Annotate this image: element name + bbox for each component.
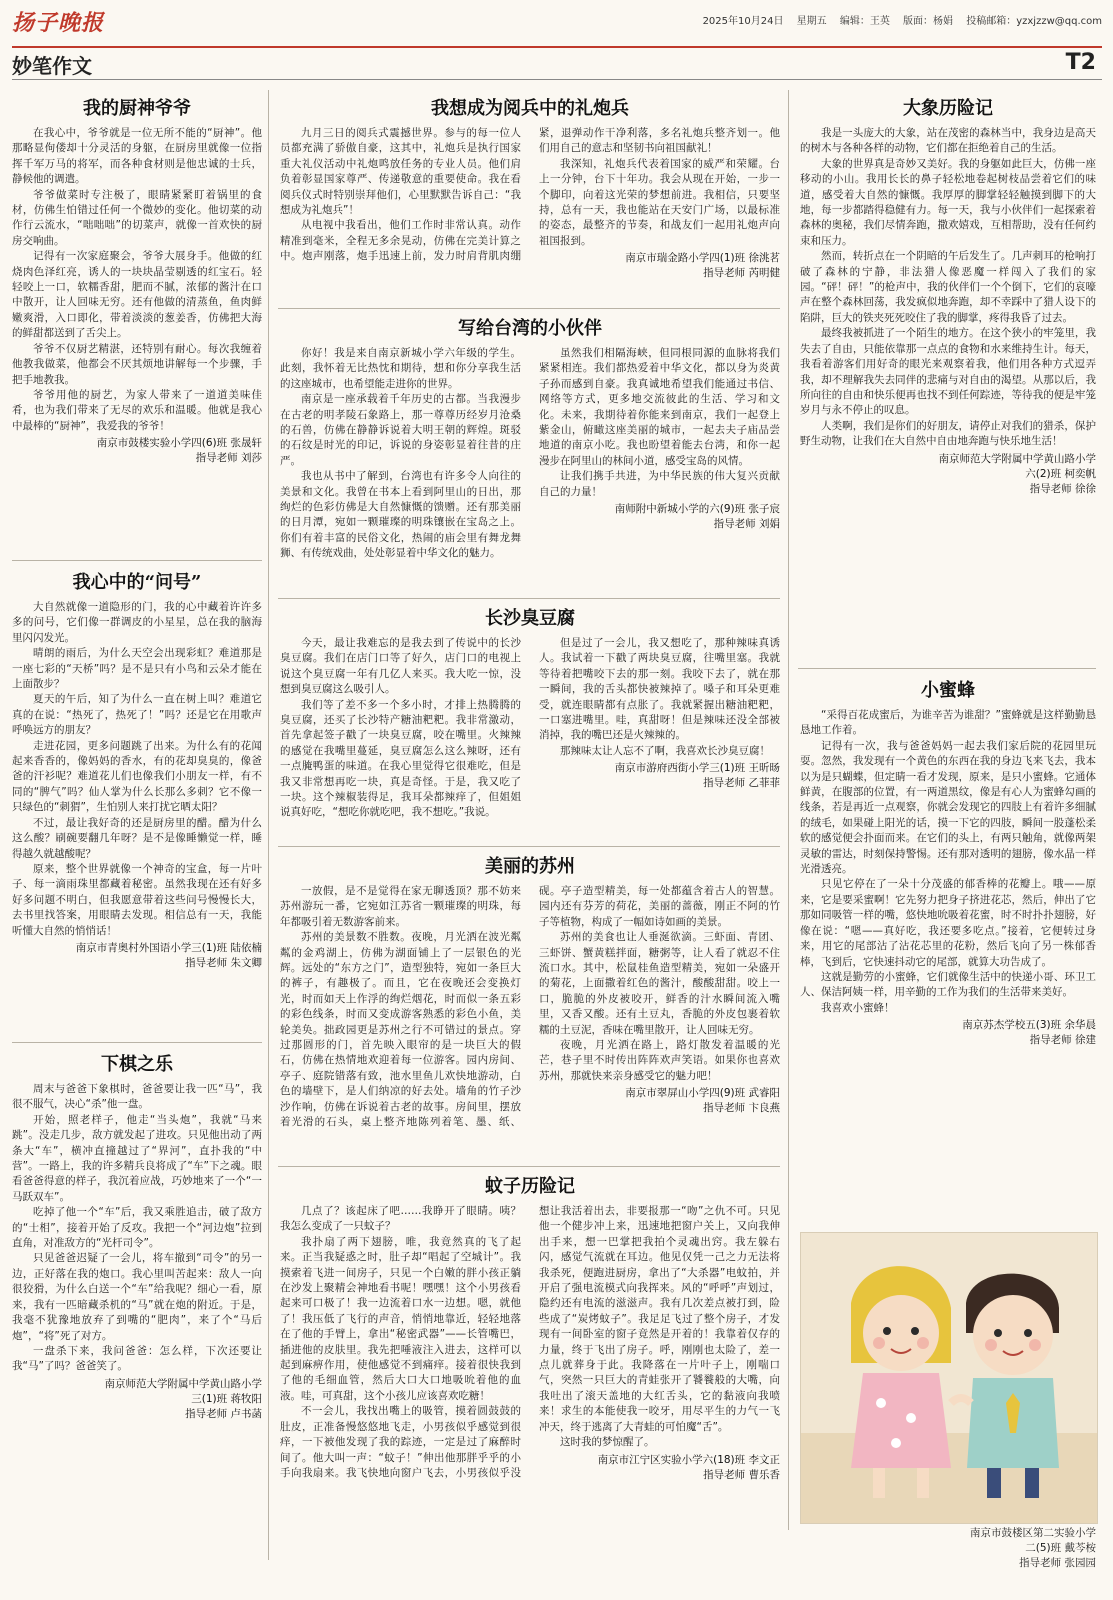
paragraph: 这就是勤劳的小蜜蜂，它们就像生活中的快递小哥、环卫工人、保洁阿姨一样，用辛勤的工作为我们的生活带来美好。 (800, 970, 1096, 999)
paragraph: 爷爷做菜时专注极了，眼睛紧紧盯着锅里的食材，仿佛生怕错过任何一个微妙的变化。他切菜的动作行云流水，“咄咄咄”的切菜声，就像一首欢快的厨房交响曲。 (12, 188, 262, 247)
article-columns (280, 126, 780, 281)
article-body (800, 708, 1096, 1016)
paragraph: 我也从书中了解到，台湾也有许多令人向往的美景和文化。我曾在书本上看到阿里山的日出，那绚烂的色彩仿佛是大自然慷慨的馈赠。还有那美丽的日月潭，宛如一颗璀璨的明珠镶嵌在宝岛之上。你们有着丰富的民俗文化，热闹的庙会里有舞龙舞狮、有传统戏曲，处处彰显着中华文化的魅力。 (280, 470, 521, 560)
article-columns (280, 884, 780, 1131)
article-byline (539, 761, 780, 791)
teacher-line: 指导老师 刘娟 (713, 518, 780, 531)
article-byline (12, 1377, 262, 1422)
paragraph: 大自然就像一道隐形的门，我的心中藏着许许多多的问号，它们像一群调皮的小星星，总在我的脑海里闪闪发光。 (12, 601, 262, 644)
issue-date: 2025年10月24日 (702, 16, 784, 27)
author-line: 南京市瑞金路小学四(1)班 徐洮茗 (625, 252, 780, 265)
paragraph: 几点了？该起床了吧……我睁开了眼睛。咦？我怎么变成了一只蚊子？ (280, 1205, 521, 1233)
column-divider-left (268, 90, 269, 1560)
teacher-line: 指导老师 徐建 (1029, 1034, 1096, 1047)
layout-credit: 版面：杨娟 (903, 16, 954, 27)
paragraph: 走进花园，更多问题跳了出来。为什么有的花闻起来香香的，像妈妈的香水，有的花却臭臭的，像爸爸的汗衫呢？难道花儿们也像我们小朋友一样，有不同的“脾气”吗？仙人掌为什么长那么多刺？它不像一只绿色的“刺猬”，生怕别人来打扰它晒太阳？ (12, 739, 262, 814)
paragraph: 我们等了差不多一个多小时，才排上热腾腾的臭豆腐，还买了长沙特产糖油粑粑。我非常激动，首先拿起签子戳了一块臭豆腐，咬在嘴里。火辣辣的感觉在我嘴里蔓延，臭豆腐怎么这么辣呀，还有一点腌鸭蛋的味道。在我心里觉得它很难吃，但是我又非常想再吃一块，真是奇怪。于是，我又吃了一块。这个辣椒装得足，我耳朵都辣痒了，但姐姐说真好吃，“想吃你就吃吧，我不想吃。”我说。 (280, 698, 521, 819)
teacher-line: 指导老师 徐徐 (1029, 482, 1096, 495)
page-number: T2 (1065, 50, 1096, 75)
paragraph: 周末与爸爸下象棋时，爸爸要让我一匹“马”，我很不服气，决心“杀”他一盘。 (12, 1083, 262, 1111)
article-taiwan-friend (280, 314, 780, 594)
paragraph: 但是过了一会儿，我又想吃了，那种辣味真诱人。我试着一下戳了两块臭豆腐，往嘴里塞。我就等待着把嘴咬下去的那一刻。我咬下去了，就在那一瞬间，我的舌头都快被辣掉了。嗓子和耳朵更难受，就连眼睛都有点胀了。我就紧握出糖油粑粑，一口塞进嘴里。哇，真甜呀！但是辣味还没全部被消掉，我的嘴巴还是火辣辣的。 (539, 637, 780, 742)
author-line: 南京市江宁区实验小学六(18)班 李文正 (597, 1453, 780, 1466)
paragraph: 虽然我们相隔海峡，但同根同源的血脉将我们紧紧相连。我们都热爱着中华文化，都以身为炎黄子孙而感到自豪。我真诚地希望我们能通过书信、网络等方式，更多地交流彼此的生活、学习和文化。未来，我期待着你能来到南京，我们一起登上紫金山，俯瞰这座美丽的城市，一起去夫子庙品尝地道的南京小吃。我也盼望着能去台湾，和你一起漫步在阿里山的林间小道，感受宝岛的风情。 (539, 347, 780, 467)
paragraph: 我深知，礼炮兵代表着国家的威严和荣耀。台上一分钟，台下十年功。我会从现在开始，一步一个脚印，向着这光荣的梦想前进。我相信，只要坚持，总有一天，我也能站在天安门广场，以最标准的姿态，最整齐的节奏，和战友们一起用礼炮声向祖国报到。 (539, 157, 780, 247)
article-salute-gunner (280, 94, 780, 304)
article-title: 美丽的苏州 (485, 856, 575, 877)
article-chef-grandpa (12, 94, 262, 556)
paragraph: 记得有一次家庭聚会，爷爷大展身手。他做的红烧肉色泽红亮，诱人的一块块晶莹剔透的红宝石。轻轻咬上一口，软糯香甜，肥而不腻，浓郁的酱汁在口中散开，让人回味无穷。还有他做的清蒸鱼，鱼肉鲜嫩爽滑，入口即化，带着淡淡的葱姜香，仿佛把大海的鲜甜都送到了舌尖上。 (12, 250, 262, 340)
article-bee (800, 676, 1096, 1228)
paragraph: 吃掉了他一个“车”后，我又乘胜追击，破了敌方的“士相”，接着开始了反攻。我把一个“河边炮”拉到直角，对准敌方的“光杆司令”。 (12, 1206, 262, 1250)
article-title: 小蜜蜂 (921, 680, 975, 701)
article-elephant (800, 94, 1096, 664)
teacher-line: 指导老师 朱文卿 (185, 956, 262, 969)
paragraph: 一放假，是不是觉得在家无聊透顶？那不妨来苏州游玩一番，它宛如江苏省一颗璀璨的明珠，每年都吸引着无数游客前来。 (280, 885, 521, 928)
paragraph: 我是一头庞大的大象，站在茂密的森林当中，我身边是高天的树木与各种各样的动物，它们都在拒绝着自己的生活。 (800, 127, 1096, 155)
paragraph: 让我们携手共进，为中华民族的伟大复兴贡献自己的力量！ (539, 470, 780, 498)
article-byline (800, 452, 1096, 497)
drawing-caption (800, 1526, 1096, 1571)
editor-credit: 编辑：王英 (839, 16, 890, 27)
child-drawing (800, 1232, 1098, 1524)
article-title: 写给台湾的小伙伴 (458, 318, 602, 339)
article-body (12, 1082, 262, 1375)
paragraph: 爷爷不仅厨艺精湛，还特别有耐心。每次我缠着他教我做菜，他都会不厌其烦地讲解每一个步骤，手把手地教我。 (12, 342, 262, 386)
paragraph: 晴朗的雨后，为什么天空会出现彩虹？难道那是一座七彩的“天桥”吗？是不是只有小鸟和云朵才能在上面散步？ (12, 647, 262, 691)
paragraph: 开始，照老样子，他走“当头炮”，我就“马来跳”。没走几步，敌方就发起了进攻。只见他出动了两条大“车”，横冲直撞越过了“界河”，直扑我的“中营”。一路上，我的许多精兵良将成了“车”下之魂。眼看爸爸得意的样子，我沉着应战，巧妙地来了一个“一马跃双车”。 (12, 1113, 262, 1203)
article-columns (280, 1204, 780, 1483)
paragraph: 我扑扇了两下翅膀，唯，我竟然真的飞了起来。正当我疑惑之时，肚子却“唱起了空城计”。我摸索着飞进一间房子，只见一个白嫩的胖小孩正躺在沙发上聚精会神地看书呢！嘿嘿！这个小男孩看起来可口极了！我一边流着口水一边想。嗯，就他了！我压低了飞行的声音，悄悄地靠近，轻轻地落在了他的手臂上，拿出“秘密武器”——长管嘴巴，插进他的皮肤里。我先把唾液注入进去，这样可以起到麻痹作用，使他感觉不到痛痒。接着很快我到了他的毛细血管，然后大口大口地吸吮着他的血液。哇，可真甜，这个小孩儿应该喜欢吃糖！ (280, 1235, 521, 1402)
paragraph: 最终我被抓进了一个陌生的地方。在这个狭小的牢笼里，我失去了自由，只能依靠那一点点的食物和水来维持生计。每天，我看着游客们用好奇的眼光来观察着我，他们用各种方式逗弄我，却不理解我失去同伴的悲痛与对自由的渴望。从那以后，我所向往的自由和快乐便再也找不到任何踪迹，等待我的便是牢笼岁月与永不停止的叹息。 (800, 327, 1096, 417)
paragraph: 从电视中我看出，他们工作时非常认真。动作精准到毫米，全程无多余晃动，仿佛在完美计算之中。炮声刚落，炮手迅速上前，发力时肩背肌肉绷紧，退弹动作干净利落，多名礼炮兵整齐划一。他们用自己的意志和坚韧书向祖国献礼！ (280, 127, 780, 263)
article-byline (539, 251, 780, 281)
article-title: 大象历险记 (903, 98, 993, 119)
article-byline (539, 1453, 780, 1483)
paragraph: 我喜欢小蜜蜂！ (821, 1001, 895, 1014)
teacher-line: 指导老师 刘莎 (195, 452, 262, 465)
author-line: 南京苏杰学校五(3)班 余华晨 (962, 1019, 1096, 1032)
paragraph: 人类啊，我们是你们的好朋友，请停止对我们的猎杀，保护野生动物，让我们在大自然中自由地奔跑与快乐地生活！ (800, 419, 1096, 448)
author-line: 南京市游府西街小学三(1)班 王昕旸 (614, 762, 780, 775)
paragraph: 那辣味太让人忘不了啊，我喜欢长沙臭豆腐！ (560, 744, 770, 757)
article-byline (12, 436, 262, 466)
paragraph: 不过，最让我好奇的还是厨房里的醋。醋为什么这么酸？刷碗要翻几年呀？是不是像睡懒觉一样，睡得越久就越酸呢？ (12, 816, 262, 860)
article-mosquito (280, 1172, 780, 1572)
header-underline (12, 79, 1102, 80)
masthead (12, 6, 1102, 78)
divider (798, 668, 1096, 669)
article-byline (12, 941, 262, 971)
paragraph: 不一会儿，我找出嘴上的吸管，摸着圆鼓鼓的肚皮，正准备慢悠悠地飞走，小男孩似乎感觉到很痒，一下被他发现了我的踪迹，一定是过了麻醉时间了。他大叫一声：“蚊子！”伸出他那胖乎乎的小手向我扇来。我飞快地向窗户飞去，小男孩似乎没想让我活着出去，非要报那一“吻”之仇不可。只见他一个健步冲上来，迅速地把窗户关上，又向我伸出手来，想一巴掌把我拍个灵魂出窍。我左躲右闪，感觉气流就在耳边。他见仅凭一己之力无法将我杀死，便跑进厨房，拿出了“大杀器”电蚊拍，并开启了强电流模式向我挥来。风的“呼呼”声划过，隐约还有电流的滋滋声。我有几次差点被打到，险些成了“炭烤蚊子”。我足足飞过了整个房子，才发现有一间卧室的窗子竟然是开着的！我靠着仅存的力量，终于飞出了房子。呼，刚刚也太险了，差一点儿就葬身于此。我降落在一片叶子上，刚喘口气，突然一只巨大的青蛙张开了饕餮般的大嘴，向我吐出了滚天盖地的大红舌头，它的黏液向我喷来！求生的本能使我一咬牙，用尽平生的力气一飞冲天，终于逃离了大青蛙的可怕魔“舌”。 (280, 1205, 780, 1479)
author-line: 南京师范大学附属中学黄山路小学 (104, 1377, 262, 1390)
paragraph: 夜晚，月光洒在路上，路灯散发着温暖的光芒，巷子里不时传出阵阵欢声笑语。如果你也喜欢苏州，那就快来亲身感受它的魅力吧！ (539, 1039, 780, 1082)
paragraph: 这时我的梦惊醒了。 (560, 1436, 655, 1449)
divider (278, 846, 780, 847)
paragraph: 苏州的美景数不胜数。夜晚，月光洒在波光粼粼的金鸡湖上，仿佛为湖面铺上了一层银色的光辉。远处的“东方之门”，造型独特，宛如一条巨大的裤子，有趣极了。而且，它在夜晚还会变换灯光，时而如天上作浮的绚烂烟花，时而似一条五彩的彩色线条，时而又变成游客熟悉的彩色小鱼，美轮美奂。拙政园更是苏州之行不可错过的景点。穿过那圆形的门，首先映入眼帘的是一块巨大的假石，仿佛在热情地欢迎着每一位游客。园内房间、亭子、庭院错落有致，池水里鱼儿欢快地游动，白色的墙壁下，是人们纳凉的好去处。墙角的竹子沙沙作响，仿佛在诉说着古老的故事。房间里，摆放着光滑的石头，桌上整齐地陈列着笔、墨、纸、砚。亭子造型精美，每一处都蕴含着古人的智慧。园内还有芬芳的荷花，美丽的蔷薇，刚正不阿的竹子等植物，构成了一幅如诗如画的美景。 (280, 885, 780, 1129)
author-line: 南京市鼓楼实验小学四(6)班 张晟轩 (96, 437, 262, 450)
author-line: 南京市青奥村外国语小学三(1)班 陆依楠 (75, 941, 262, 954)
paragraph: 只见爸爸迟疑了一会儿，将车撤到“司令”的另一边，正好落在我的炮口。我心里叫苦起来：敌人一向很狡猾，为什么白送一个“车”给我呢？细心一看，原来，我有一匹暗藏杀机的“马”就在炮的附近。于是，我毫不犹豫地放弃了到嘴的“肥肉”，来了个“马后炮”，“将”死了对方。 (12, 1252, 262, 1342)
article-title: 我的厨神爷爷 (83, 98, 191, 119)
paragraph: 苏州的美食也让人垂涎欲滴。三虾面、青团、三虾饼、蟹黄糕拌面，糖粥等，让人看了就忍不住流口水。其中，松鼠桂鱼造型精美，宛如一朵盛开的菊花，上面撒着红色的酱汁，酸酸甜甜。咬上一口，脆脆的外皮被咬开，鲜香的汁水瞬间流入嘴里，又香又酸。还有土豆丸，香脆的外皮包裹着软糯的土豆泥，香味在嘴里散开，让人回味无穷。 (539, 931, 780, 1036)
author-line: 三(1)班 蒋牧阳 (191, 1392, 262, 1405)
article-byline (539, 1086, 780, 1116)
divider (12, 560, 262, 561)
teacher-line: 指导老师 芮明健 (703, 267, 780, 280)
submission-email: 投稿邮箱：yzxjzzw@qq.com (966, 16, 1102, 27)
paragraph: 只见它停在了一朵十分茂盛的郁香棒的花瓣上。哦——原来，它是要采蜜啊！它先努力把身子挤进花芯，然后，伸出了它那如同吸管一样的嘴，悠快地吮吸着花蜜，时不时扑扑翅膀，好像在说：“嗯——真好吃，我还要多吃点。”接着，它便转过身来，用它的尾部沾了沾花芯里的花粉，然后飞向了另一株郁香棒，飞到后，它快速抖动它的尾部，就算大功告成了。 (800, 878, 1096, 968)
divider (278, 1166, 780, 1167)
article-question-marks (12, 568, 262, 1038)
newspaper-logo: 扬子晚报 (12, 10, 105, 36)
article-title: 长沙臭豆腐 (485, 608, 575, 629)
divider (12, 1042, 262, 1043)
article-body (280, 1204, 780, 1483)
author-line: 南师附中新城小学的六(9)班 张子宸 (614, 503, 780, 516)
caption-author: 二(5)班 戴芩桉 (1025, 1542, 1096, 1554)
article-body (12, 126, 262, 434)
paragraph: 大象的世界真是奇妙又美好。我的身躯如此巨大，仿佛一座移动的小山。我用长长的鼻子轻松地卷起树枝品尝着它们的味道，感受着大自然的慷慨。我厚厚的脚掌轻轻触摸到脚下的大地，每一步都踏得稳健有力。每一天，我与小伙伴们一起探索着森林的奥秘，我们尽情奔跑，撒欢嬉戏，互相帮助，没有任何约束和压力。 (800, 157, 1096, 247)
caption-school: 南京市鼓楼区第二实验小学 (970, 1527, 1096, 1539)
paragraph: 夏天的午后，知了为什么一直在树上叫？难道它真的在说：“热死了，热死了！”吗？还是它在用歌声呼唤远方的朋友？ (12, 693, 262, 737)
article-body (280, 636, 780, 821)
section-title: 妙笔作文 (12, 54, 92, 78)
header-rule (12, 46, 1102, 48)
article-byline (539, 502, 780, 532)
author-line: 南京市翠屏山小学四(9)班 武睿阳 (625, 1087, 780, 1100)
column-divider-right (788, 90, 789, 1530)
teacher-line: 指导老师 卞良燕 (703, 1102, 780, 1115)
paragraph: “采得百花成蜜后，为谁辛苦为谁甜？”蜜蜂就是这样勤勤恳恳地工作着。 (800, 709, 1096, 737)
article-body (800, 126, 1096, 450)
article-suzhou (280, 852, 780, 1162)
drawing-two-children-illustration (801, 1233, 1097, 1523)
article-byline (800, 1018, 1096, 1048)
paragraph: 你好！我是来自南京新城小学六年级的学生。此刻，我怀着无比热忱和期待，想和你分享我生活的这座城市，也希望能走进你的世界。 (280, 347, 521, 390)
paragraph: 今天，最让我难忘的是我去到了传说中的长沙臭豆腐。我们在店门口等了好久，店门口的电视上说这个臭豆腐一年有几亿人来买。我大吃一惊，没想到臭豆腐这么吸引人。 (280, 637, 521, 696)
article-title: 我心中的“问号” (72, 572, 202, 593)
teacher-line: 指导老师 乙菲菲 (703, 777, 780, 790)
author-line: 南京师范大学附属中学黄山路小学 (938, 452, 1096, 465)
paragraph: 在我心中，爷爷就是一位无所不能的“厨神”。他那略显佝偻却十分灵活的身躯，在厨房里就像一位指挥千军万马的将军，而各种食材则是他忠诚的士兵，静候他的调遣。 (12, 127, 262, 186)
paragraph: 九月三日的阅兵式震撼世界。参与的每一位人员都充满了骄傲自豪，这其中，礼炮兵是执行国家重大礼仪活动中礼炮鸣放任务的专业人员。他们肩负着彰显国家尊严、传递敬意的重要使命。我在看阅兵仪式时特别崇拜他们，心里默默告诉自己：“我想成为礼炮兵”！ (280, 127, 521, 217)
article-columns (280, 346, 780, 562)
article-chess (12, 1050, 262, 1570)
author-line: 六(2)班 柯奕帆 (1025, 467, 1096, 480)
paragraph: 原来，整个世界就像一个神奇的宝盒，每一片叶子、每一滴雨珠里都藏着秘密。虽然我现在还有好多好多问题不明白，但我愿意带着这些问号慢慢长大，去书里找答案，用眼睛去发现。相信总有一天，我能听懂大自然的悄悄话！ (12, 862, 262, 937)
article-title: 下棋之乐 (101, 1054, 173, 1075)
paragraph: 南京是一座承载着千年历史的古都。当我漫步在古老的明孝陵石象路上，那一尊尊历经岁月沧桑的石兽，仿佛在静静诉说着大明王朝的辉煌。斑驳的石纹是时光的印记，诉说的身姿彰显着往昔的庄严。 (280, 393, 521, 467)
teacher-line: 指导老师 卢书菡 (185, 1407, 262, 1420)
article-stinky-tofu (280, 604, 780, 842)
paragraph: 记得有一次，我与爸爸妈妈一起去我们家后院的花园里玩耍。忽然，我发现有一个黄色的东西在我的身边飞来飞去，我本以为是只蝴蝶，但定睛一看才发现，原来，是只小蜜蜂。它通体鲜黄，在腹部的位置，有一两道黑纹，像是有心人为蜜蜂勾画的线条，若是再近一点观察，你就会发现它的四肢上有着许多细腻的绒毛，如果碰上阳光的话，摸一下它的四肢，瞬间一股蓬松柔软的感觉便会扑面而来。在它们的头上，有两只触角，就像两架灵敏的雷达，时刻保持警惕。还有那对透明的翅膀，像水晶一样光滑透亮。 (800, 739, 1096, 876)
article-title: 蚊子历险记 (485, 1176, 575, 1197)
issue-info (693, 12, 1102, 27)
article-body (12, 600, 262, 939)
paragraph: 一盘杀下来，我问爸爸：怎么样，下次还要让我“马”了吗？爸爸笑了。 (12, 1344, 262, 1373)
issue-weekday: 星期五 (796, 16, 827, 27)
article-columns (280, 636, 780, 821)
divider (278, 598, 780, 599)
paragraph: 爷爷用他的厨艺，为家人带来了一道道美味佳肴，也为我们带来了无尽的欢乐和温暖。他就是我心中最棒的“厨神”，我爱我的爷爷！ (12, 388, 262, 432)
article-title: 我想成为阅兵中的礼炮兵 (431, 98, 629, 119)
caption-teacher: 指导老师 张园园 (1019, 1557, 1096, 1569)
teacher-line: 指导老师 曹乐香 (703, 1468, 780, 1481)
divider (278, 308, 780, 309)
paragraph: 然而，转折点在一个阴暗的午后发生了。几声刺耳的枪响打破了森林的宁静，非法猎人像恶魔一样闯入了我们的家园。“砰！砰！”的枪声中，我的伙伴们一个个倒下，它们的哀嚎声在整个森林回荡，我发疯似地奔跑，却不幸踩中了猎人设下的陷阱，巨大的铁夹死死咬住了我的脚掌，疼得我昏了过去。 (800, 250, 1096, 324)
